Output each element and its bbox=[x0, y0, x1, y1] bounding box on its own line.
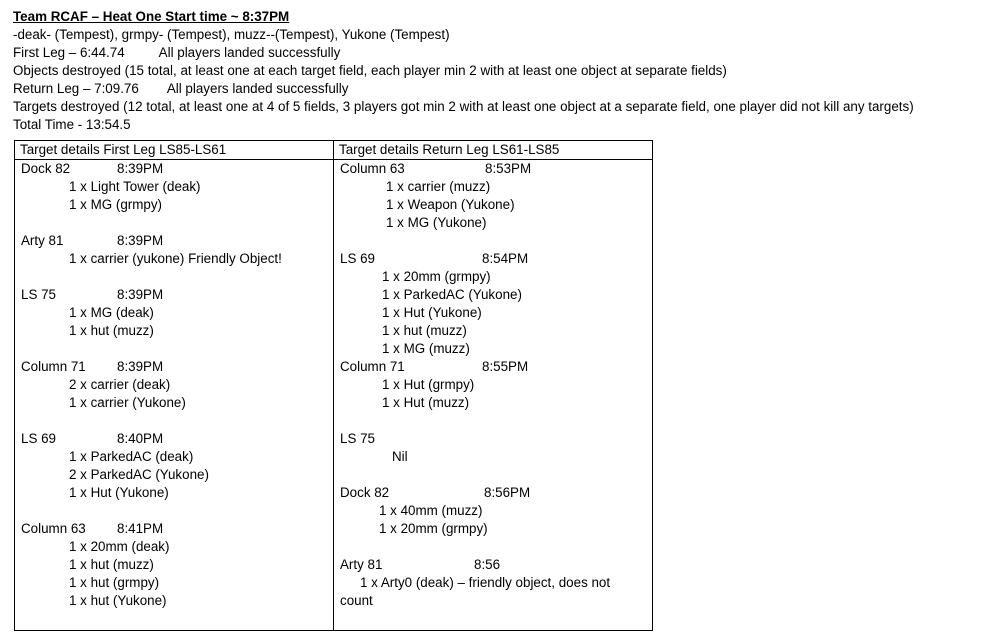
field-name: LS 75 bbox=[21, 287, 56, 302]
target-item: 1 x Weapon (Yukone) bbox=[386, 197, 515, 212]
return-leg-note: All players landed successfully bbox=[166, 81, 349, 96]
field-time: 8:40PM bbox=[117, 431, 164, 446]
target-item: 1 x carrier (muzz) bbox=[386, 179, 491, 194]
field-name: LS 69 bbox=[21, 431, 56, 446]
target-item: 1 x ParkedAC (deak) bbox=[69, 449, 194, 464]
field-time: 8:54PM bbox=[482, 251, 529, 266]
target-item: 1 x Light Tower (deak) bbox=[69, 179, 201, 194]
field-name: Column 71 bbox=[340, 359, 405, 374]
targets-destroyed-line: Targets destroyed (12 total, at least one at 4 of 5 fields, 3 players got min 2 with at least one object at a separate field, one player did not kill any targets) bbox=[13, 99, 914, 114]
target-item: 1 x hut (muzz) bbox=[382, 323, 467, 338]
target-item: 1 x carrier (yukone) Friendly Object! bbox=[69, 251, 282, 266]
first-leg-note: All players landed successfully bbox=[158, 45, 341, 60]
target-item: 1 x hut (muzz) bbox=[69, 557, 154, 572]
target-item: 1 x hut (muzz) bbox=[69, 323, 154, 338]
field-time: 8:39PM bbox=[117, 359, 164, 374]
field-time: 8:56PM bbox=[484, 485, 531, 500]
target-item: 1 x MG (deak) bbox=[69, 305, 154, 320]
field-time: 8:55PM bbox=[482, 359, 529, 374]
field-time: 8:53PM bbox=[485, 161, 532, 176]
return-leg-time: Return Leg – 7:09.76 bbox=[13, 81, 139, 96]
target-item: 1 x 40mm (muzz) bbox=[379, 503, 483, 518]
target-item: 2 x ParkedAC (Yukone) bbox=[69, 467, 209, 482]
field-name: Arty 81 bbox=[21, 233, 64, 248]
first-leg-time: First Leg – 6:44.74 bbox=[13, 45, 125, 60]
first-leg-header: Target details First Leg LS85-LS61 bbox=[15, 141, 334, 160]
field-name: Arty 81 bbox=[340, 557, 383, 572]
page-title: Team RCAF – Heat One Start time ~ 8:37PM bbox=[13, 9, 290, 24]
field-time: 8:56 bbox=[474, 557, 501, 572]
field-name: Column 63 bbox=[21, 521, 86, 536]
first-leg-cell bbox=[15, 160, 334, 631]
target-item: 1 x carrier (Yukone) bbox=[69, 395, 186, 410]
table-body-row bbox=[15, 160, 653, 631]
target-item: Nil bbox=[392, 449, 408, 464]
target-item: 1 x MG (grmpy) bbox=[69, 197, 162, 212]
return-leg-line bbox=[13, 80, 348, 98]
target-item: 1 x MG (Yukone) bbox=[386, 215, 487, 230]
target-item: 1 x MG (muzz) bbox=[382, 341, 470, 356]
first-leg-line bbox=[13, 44, 340, 62]
roster-line: -deak- (Tempest), grmpy- (Tempest), muzz--(Tempest), Yukone (Tempest) bbox=[13, 27, 450, 42]
field-name: LS 69 bbox=[340, 251, 375, 266]
field-name: LS 75 bbox=[340, 431, 375, 446]
target-item: 1 x ParkedAC (Yukone) bbox=[382, 287, 522, 302]
objects-destroyed-line: Objects destroyed (15 total, at least one at each target field, each player min 2 with at least one object at separate fields) bbox=[13, 63, 727, 78]
target-item: 1 x Arty0 (deak) – friendly object, does not bbox=[360, 575, 611, 590]
return-leg-cell bbox=[334, 160, 653, 631]
target-item: 1 x 20mm (grmpy) bbox=[382, 269, 491, 284]
field-time: 8:39PM bbox=[117, 161, 164, 176]
target-item: 1 x Hut (muzz) bbox=[382, 395, 470, 410]
field-name: Column 71 bbox=[21, 359, 86, 374]
target-item: 1 x 20mm (deak) bbox=[69, 539, 170, 554]
target-item: 2 x carrier (deak) bbox=[69, 377, 171, 392]
target-item: 1 x hut (grmpy) bbox=[69, 575, 160, 590]
target-item: 1 x Hut (Yukone) bbox=[69, 485, 169, 500]
target-item: 1 x Hut (grmpy) bbox=[382, 377, 475, 392]
target-details-table bbox=[14, 140, 653, 631]
field-name: Column 63 bbox=[340, 161, 405, 176]
field-time: 8:41PM bbox=[117, 521, 164, 536]
field-name: Dock 82 bbox=[21, 161, 71, 176]
target-item: 1 x 20mm (grmpy) bbox=[379, 521, 488, 536]
field-name: Dock 82 bbox=[340, 485, 390, 500]
total-time-line: Total Time - 13:54.5 bbox=[13, 117, 131, 132]
return-leg-header: Target details Return Leg LS61-LS85 bbox=[334, 141, 653, 160]
target-item: count bbox=[340, 593, 373, 608]
table-header-row bbox=[15, 141, 653, 160]
field-time: 8:39PM bbox=[117, 287, 164, 302]
target-item: 1 x hut (Yukone) bbox=[69, 593, 167, 608]
target-item: 1 x Hut (Yukone) bbox=[382, 305, 482, 320]
field-time: 8:39PM bbox=[117, 233, 164, 248]
